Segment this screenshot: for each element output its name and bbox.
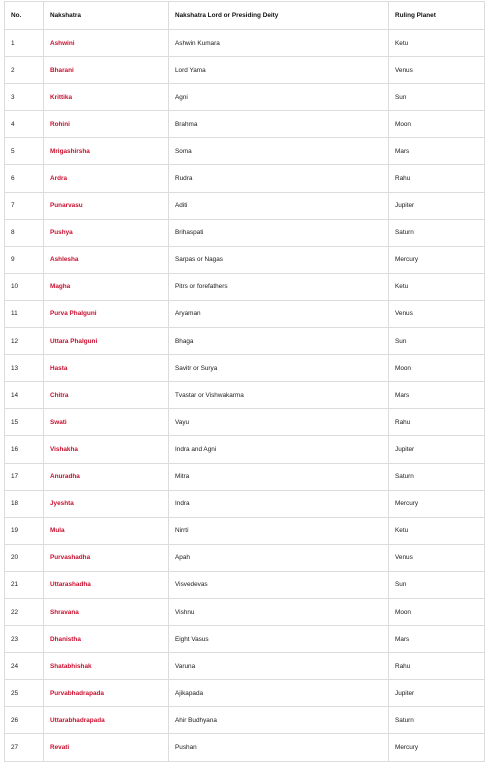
table-row xyxy=(5,680,485,707)
cell-deity: Ajikapada xyxy=(169,680,389,707)
cell-number: 26 xyxy=(5,707,44,734)
cell-deity: Vayu xyxy=(169,409,389,436)
cell-number: 22 xyxy=(5,598,44,625)
table-row xyxy=(5,219,485,246)
nakshatra-link[interactable]: Hasta xyxy=(44,355,169,382)
cell-ruling-planet: Sun xyxy=(389,84,485,111)
cell-number: 19 xyxy=(5,517,44,544)
table-row xyxy=(5,111,485,138)
nakshatra-link[interactable]: Ardra xyxy=(44,165,169,192)
cell-ruling-planet: Venus xyxy=(389,300,485,327)
table-row xyxy=(5,355,485,382)
cell-ruling-planet: Rahu xyxy=(389,165,485,192)
cell-number: 13 xyxy=(5,355,44,382)
table-row xyxy=(5,463,485,490)
cell-ruling-planet: Rahu xyxy=(389,653,485,680)
cell-deity: Bhaga xyxy=(169,328,389,355)
table-row xyxy=(5,328,485,355)
header-ruling-planet: Ruling Planet xyxy=(389,2,485,30)
nakshatra-link[interactable]: Magha xyxy=(44,273,169,300)
cell-ruling-planet: Moon xyxy=(389,598,485,625)
cell-deity: Indra and Agni xyxy=(169,436,389,463)
nakshatra-table xyxy=(4,1,485,762)
nakshatra-link[interactable]: Vishakha xyxy=(44,436,169,463)
table-header xyxy=(5,2,485,30)
nakshatra-link[interactable]: Rohini xyxy=(44,111,169,138)
cell-number: 14 xyxy=(5,382,44,409)
nakshatra-link[interactable]: Ashlesha xyxy=(44,246,169,273)
nakshatra-link[interactable]: Shatabhishak xyxy=(44,653,169,680)
nakshatra-link[interactable]: Shravana xyxy=(44,598,169,625)
cell-deity: Soma xyxy=(169,138,389,165)
cell-deity: Aryaman xyxy=(169,300,389,327)
cell-number: 6 xyxy=(5,165,44,192)
cell-deity: Brihaspati xyxy=(169,219,389,246)
cell-number: 21 xyxy=(5,571,44,598)
nakshatra-link[interactable]: Krittika xyxy=(44,84,169,111)
cell-deity: Tvastar or Vishwakarma xyxy=(169,382,389,409)
cell-deity: Rudra xyxy=(169,165,389,192)
table-row xyxy=(5,300,485,327)
cell-ruling-planet: Saturn xyxy=(389,707,485,734)
cell-deity: Nirrti xyxy=(169,517,389,544)
cell-number: 11 xyxy=(5,300,44,327)
nakshatra-link[interactable]: Purvashadha xyxy=(44,544,169,571)
table-row xyxy=(5,273,485,300)
cell-number: 7 xyxy=(5,192,44,219)
nakshatra-link[interactable]: Uttarabhadrapada xyxy=(44,707,169,734)
cell-ruling-planet: Mars xyxy=(389,382,485,409)
header-deity: Nakshatra Lord or Presiding Deity xyxy=(169,2,389,30)
cell-deity: Pushan xyxy=(169,734,389,761)
nakshatra-link[interactable]: Swati xyxy=(44,409,169,436)
nakshatra-link[interactable]: Revati xyxy=(44,734,169,761)
cell-number: 16 xyxy=(5,436,44,463)
header-row xyxy=(5,2,485,30)
nakshatra-link[interactable]: Chitra xyxy=(44,382,169,409)
cell-number: 4 xyxy=(5,111,44,138)
table-row xyxy=(5,436,485,463)
table-row xyxy=(5,138,485,165)
cell-deity: Mitra xyxy=(169,463,389,490)
cell-number: 5 xyxy=(5,138,44,165)
cell-number: 20 xyxy=(5,544,44,571)
cell-deity: Sarpas or Nagas xyxy=(169,246,389,273)
cell-number: 23 xyxy=(5,626,44,653)
table-row xyxy=(5,517,485,544)
cell-deity: Brahma xyxy=(169,111,389,138)
cell-deity: Apah xyxy=(169,544,389,571)
cell-ruling-planet: Venus xyxy=(389,544,485,571)
nakshatra-link[interactable]: Purvabhadrapada xyxy=(44,680,169,707)
table-row xyxy=(5,165,485,192)
nakshatra-link[interactable]: Jyeshta xyxy=(44,490,169,517)
header-no: No. xyxy=(5,2,44,30)
nakshatra-link[interactable]: Bharani xyxy=(44,57,169,84)
cell-deity: Varuna xyxy=(169,653,389,680)
table-row xyxy=(5,490,485,517)
cell-ruling-planet: Mercury xyxy=(389,490,485,517)
nakshatra-link[interactable]: Dhanistha xyxy=(44,626,169,653)
cell-ruling-planet: Ketu xyxy=(389,30,485,57)
cell-number: 12 xyxy=(5,328,44,355)
cell-ruling-planet: Venus xyxy=(389,57,485,84)
cell-deity: Pitrs or forefathers xyxy=(169,273,389,300)
cell-ruling-planet: Saturn xyxy=(389,463,485,490)
table-body xyxy=(5,30,485,762)
cell-number: 1 xyxy=(5,30,44,57)
nakshatra-link[interactable]: Ashwini xyxy=(44,30,169,57)
cell-ruling-planet: Mars xyxy=(389,138,485,165)
cell-ruling-planet: Mercury xyxy=(389,734,485,761)
table-row xyxy=(5,598,485,625)
cell-number: 3 xyxy=(5,84,44,111)
cell-ruling-planet: Mars xyxy=(389,626,485,653)
nakshatra-link[interactable]: Uttara Phalguni xyxy=(44,328,169,355)
cell-number: 8 xyxy=(5,219,44,246)
cell-ruling-planet: Jupiter xyxy=(389,436,485,463)
cell-ruling-planet: Moon xyxy=(389,111,485,138)
cell-ruling-planet: Mercury xyxy=(389,246,485,273)
cell-ruling-planet: Moon xyxy=(389,355,485,382)
cell-number: 17 xyxy=(5,463,44,490)
cell-number: 9 xyxy=(5,246,44,273)
nakshatra-link[interactable]: Pushya xyxy=(44,219,169,246)
table-row xyxy=(5,30,485,57)
cell-ruling-planet: Saturn xyxy=(389,219,485,246)
table-row xyxy=(5,57,485,84)
cell-ruling-planet: Jupiter xyxy=(389,192,485,219)
nakshatra-link[interactable]: Anuradha xyxy=(44,463,169,490)
cell-deity: Indra xyxy=(169,490,389,517)
table-row xyxy=(5,246,485,273)
cell-deity: Ahir Budhyana xyxy=(169,707,389,734)
cell-deity: Eight Vasus xyxy=(169,626,389,653)
cell-number: 24 xyxy=(5,653,44,680)
cell-number: 18 xyxy=(5,490,44,517)
nakshatra-link[interactable]: Punarvasu xyxy=(44,192,169,219)
nakshatra-link[interactable]: Mula xyxy=(44,517,169,544)
nakshatra-link[interactable]: Mrigashirsha xyxy=(44,138,169,165)
cell-number: 25 xyxy=(5,680,44,707)
nakshatra-link[interactable]: Uttarashadha xyxy=(44,571,169,598)
nakshatra-link[interactable]: Purva Phalguni xyxy=(44,300,169,327)
table-row xyxy=(5,571,485,598)
cell-number: 2 xyxy=(5,57,44,84)
cell-ruling-planet: Sun xyxy=(389,328,485,355)
table-row xyxy=(5,707,485,734)
cell-ruling-planet: Ketu xyxy=(389,517,485,544)
table-row xyxy=(5,734,485,761)
table-row xyxy=(5,544,485,571)
table-row xyxy=(5,409,485,436)
cell-ruling-planet: Jupiter xyxy=(389,680,485,707)
cell-deity: Vishnu xyxy=(169,598,389,625)
cell-deity: Visvedevas xyxy=(169,571,389,598)
cell-deity: Aditi xyxy=(169,192,389,219)
cell-number: 10 xyxy=(5,273,44,300)
cell-deity: Agni xyxy=(169,84,389,111)
cell-ruling-planet: Ketu xyxy=(389,273,485,300)
table-row xyxy=(5,626,485,653)
table-row xyxy=(5,382,485,409)
table-row xyxy=(5,192,485,219)
table-row xyxy=(5,653,485,680)
table-row xyxy=(5,84,485,111)
cell-deity: Savitr or Surya xyxy=(169,355,389,382)
cell-number: 27 xyxy=(5,734,44,761)
cell-ruling-planet: Rahu xyxy=(389,409,485,436)
nakshatra-table-container xyxy=(4,1,484,762)
cell-ruling-planet: Sun xyxy=(389,571,485,598)
header-nakshatra: Nakshatra xyxy=(44,2,169,30)
cell-deity: Ashwin Kumara xyxy=(169,30,389,57)
cell-number: 15 xyxy=(5,409,44,436)
cell-deity: Lord Yama xyxy=(169,57,389,84)
